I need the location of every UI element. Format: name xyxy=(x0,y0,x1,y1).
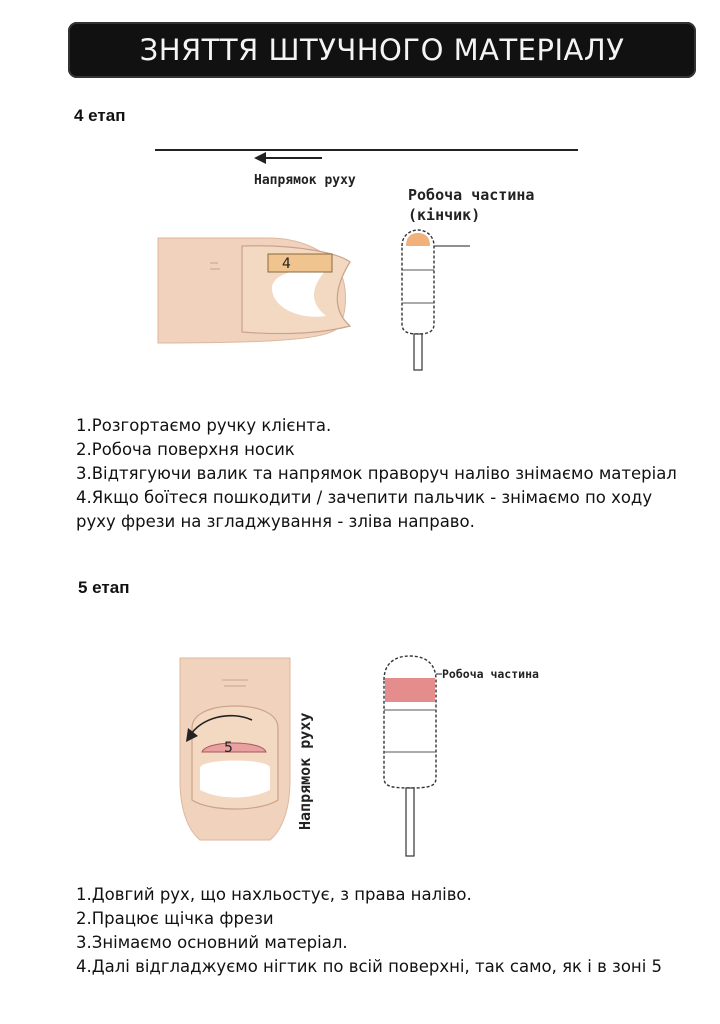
direction-label: Напрямок руху xyxy=(296,712,314,830)
list-item: 2.Працює щічка фрези xyxy=(76,909,274,928)
nail-zone-number: 4 xyxy=(282,256,291,272)
bit-label: Робоча частина xyxy=(442,667,539,681)
stage-5-heading: 5 етап xyxy=(78,578,130,597)
list-item: 1.Розгортаємо ручку клієнта. xyxy=(76,416,332,435)
page-title: ЗНЯТТЯ ШТУЧНОГО МАТЕРІАЛУ xyxy=(139,33,625,67)
stage-5-illustration xyxy=(170,640,570,865)
list-item: 1.Довгий рух, що нахльостує, з права наліво. xyxy=(76,885,472,904)
list-item: 3.Знімаємо основний матеріал. xyxy=(76,933,348,952)
bit-label-line2: (кінчик) xyxy=(408,206,481,224)
direction-label: Напрямок руху xyxy=(254,173,356,188)
bit-label-line1: Робоча частина xyxy=(408,186,535,204)
stage-4-steps xyxy=(76,414,686,534)
nail-zone-number: 5 xyxy=(224,740,233,756)
list-item: 4.Далі відгладжуємо нігтик по всій поверхні, так само, як і в зоні 5 xyxy=(76,957,663,976)
milling-bit-icon xyxy=(384,656,436,856)
nail-zone-4 xyxy=(268,254,332,272)
milling-bit-icon xyxy=(402,230,434,370)
stage-4-heading: 4 етап xyxy=(74,106,126,125)
stage-4-illustration xyxy=(150,138,590,383)
list-item: 3.Відтягуючи валик та напрямок праворуч наліво знімаємо матеріал xyxy=(76,464,677,483)
direction-arrow-icon xyxy=(254,152,322,164)
list-item: 4.Якщо боїтеся пошкодити / зачепити пальчик - знімаємо по ходу руху фрези на згладжування - зліва направо. xyxy=(76,488,653,531)
stage-5-steps xyxy=(76,883,696,979)
list-item: 2.Робоча поверхня носик xyxy=(76,440,295,459)
title-banner xyxy=(68,22,696,78)
